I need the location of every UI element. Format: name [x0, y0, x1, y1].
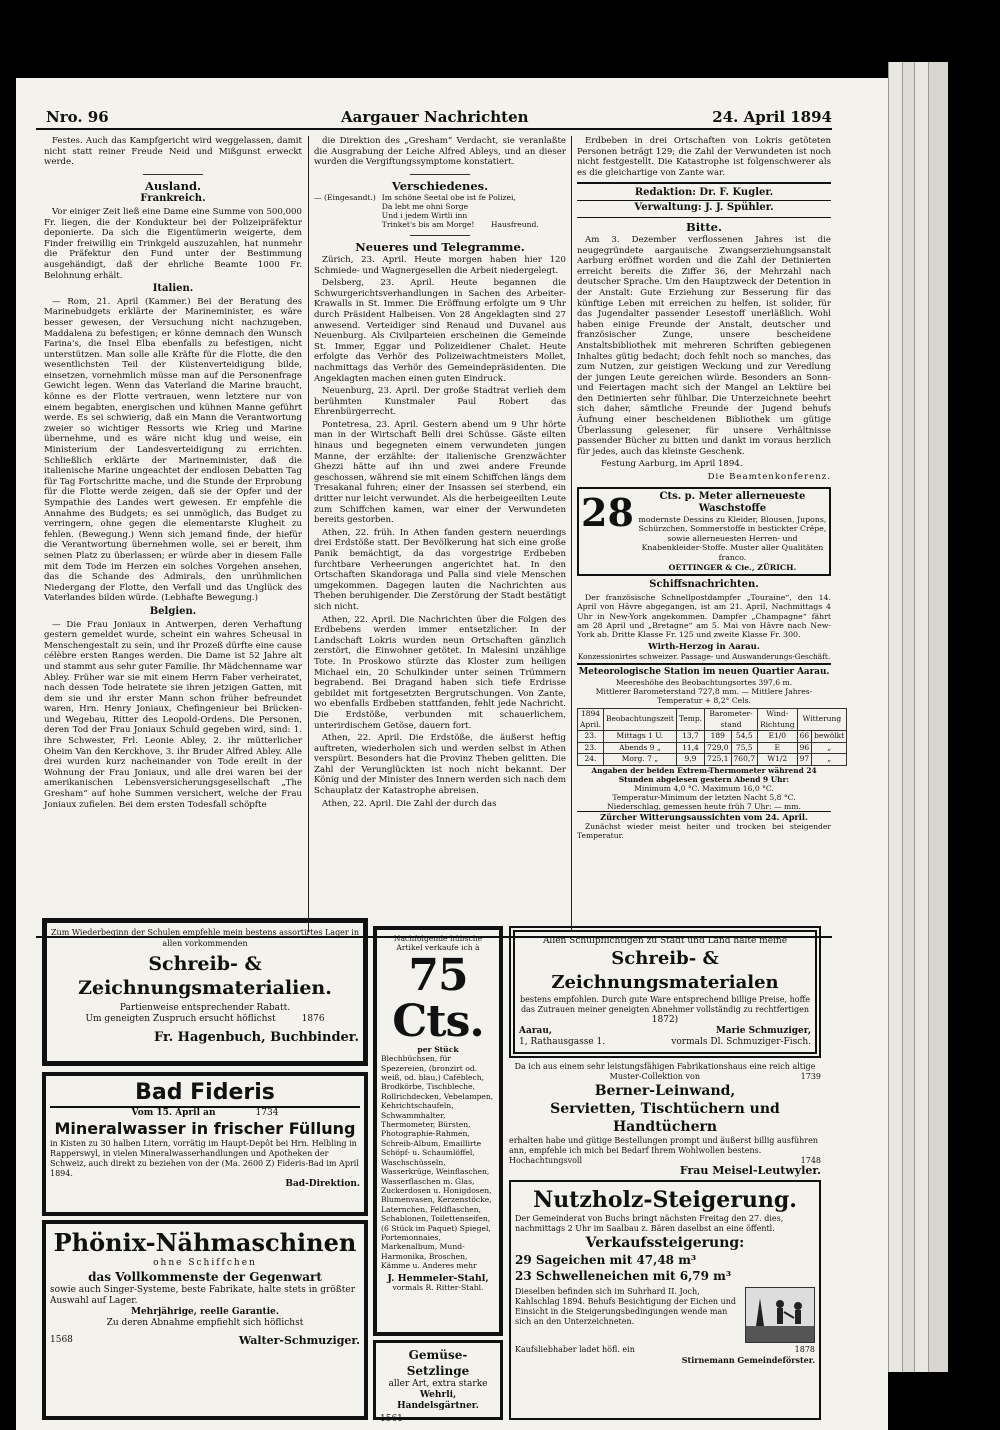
table-cell: 96 [797, 742, 812, 754]
table-cell: E [758, 742, 798, 754]
nutzholz-ad [509, 1180, 821, 1420]
table-row [578, 754, 847, 766]
ad-signature: Walter-Schmuziger. [238, 1334, 360, 1347]
ad-text: Hochachtungsvoll [509, 1156, 583, 1165]
ad-address: 1, Rathausgasse 1. [519, 1037, 606, 1047]
table-cell: 97 [797, 754, 812, 766]
weather-info: Mittlerer Barometerstand 727,8 mm. — Mittlere Jahres-Temperatur + 8,2° Cels. [595, 687, 813, 705]
table-cell: 24. [578, 754, 604, 766]
page-stack-edge [888, 62, 902, 1372]
ad-code: 1561 [380, 1414, 403, 1424]
ad-headline: Cts. p. Meter allerneueste Waschstoffe [659, 490, 806, 514]
table-header: Wind-Richtung [758, 709, 798, 731]
table-row [578, 742, 847, 754]
ad-code: 1568 [50, 1335, 73, 1345]
poem-line: Trinket's bis am Morge! [381, 220, 475, 230]
phoenix-ad [42, 1220, 368, 1420]
article-text: — Die Frau Joniaux in Antwerpen, deren Verhaftung gestern gemeldet wurde, scheint ein wahres Scheusal in Menschengestalt zu sein, und ihr Prozeß dürfte eine cause célèbre ersten Ranges werden. Die Dame ist 52 Jahre alt und stammt aus sehr guter Familie. Ihr Mädchenname war Abley. Früher war sie mit einem Herrn Faber verheiratet, nach dessen Tode heiratete sie ihren jetzigen Gatten, mit dem sie und ihr erster Mann schon früher befreundet waren, Hrn. Henry Joniaux, Chefingenieur bei Brücken- und Wegebau, Ritter des Leopold-Ordens. Die Personen, deren Tod der Frau Joniaux Schuld gegeben wird, sind: 1. ihre Schwester, Frl. Leonie Abley, 2. ihr mütterlicher Oheim Van den Kerckhove, 3. ihr Bruder Alfred Abley. Alle drei wurden kurz nacheinander von Tode ereilt in der Wohnung der Frau Joniaux, und alle drei waren bei der amerikanischen Lebensversicherungsgesellschaft „The Gresham“ auf hohe Summen versichert, welche der Frau Joniaux zufielen. Bei dem ersten Todesfall schöpfte [44, 619, 302, 810]
section-heading: Ausland. [145, 178, 201, 193]
poem-line: Und i jedem Wirtli inn [381, 211, 468, 221]
column-divider [571, 136, 572, 932]
weather-minmax: Minimum 4,0 °C. Maximum 16,0 °C. [634, 783, 774, 793]
ad-text: aller Art, extra starke [388, 1379, 488, 1389]
ad-text: Partienweise entsprechender Rabatt. [119, 1003, 291, 1013]
section-heading: Neueres und Telegramme. [355, 240, 525, 255]
ad-subheadline: Mineralwasser in frischer Füllung [54, 1119, 356, 1138]
telegram-text: Athen, 22. früh. In Athen fanden gestern neuerdings drei Erdstöße statt. Der Bevölkerung hat sich eine große Panik bemächtigt, da das vorgestrige Erdbeben furchtbare Verheerungen angerichtet hat. In den Ortschaften Skandoraga und Palla sind viele Menschen umgekommen. Dagegen lauten die Nachrichten aus Theben beruhigender. Die Zerstörung der Stadt bestätigt sich nicht. [314, 527, 566, 612]
hemmeler-ad [373, 926, 503, 1336]
schmuziger-ad [509, 926, 821, 1058]
ad-code: 1872) [651, 1015, 679, 1025]
table-cell: bewölkt [812, 731, 847, 743]
table-cell: 66 [797, 731, 812, 743]
poem-source: — (Eingesandt.) [314, 193, 376, 203]
table-cell: 54,5 [731, 731, 757, 743]
shipping-heading: Schiffsnachrichten. [649, 579, 759, 591]
article-heading: Italien. [152, 283, 194, 295]
appeal-signature: Die Beamtenkonferenz. [707, 472, 831, 483]
page-stack-edge [902, 62, 914, 1372]
ad-body: in Kisten zu 30 halben Litern, vorrätig im Haupt-Depôt bei Hrn. Helbling in Rapperswyl, in vielen Mineralwasserhandlungen und Apotheken der Schweiz, auch direkt zu beziehen von der (Ma. 2600 Z) Fideris-Bad im April 1894. [50, 1139, 359, 1178]
table-cell: E1/0 [758, 731, 798, 743]
ad-intro: Nachfolgende hübsche Artikel verkaufe ich à [393, 934, 483, 953]
article-continuation: Erdbeben in drei Ortschaften von Lokris getöteten Personen beträgt 129; die Zahl der Verwundeten ist noch nicht festgestellt. Die Katastrophe ist folgenschwerer als es die gleichartige von Zante war. [577, 136, 831, 178]
appeal-place: Festung Aarburg, im April 1894. [601, 459, 743, 470]
table-cell: 9,9 [676, 754, 704, 766]
ad-body: bestens empfohlen. Durch gute Ware entsprechend billige Preise, hoffe das Zutrauen meiner geneigten Abnehmer vollständig zu rechtfertigen [520, 995, 810, 1014]
ad-body: Blechbüchsen, für Spezereien, (bronzirt od. weiß, od. blau,) Caféblech, Brodkörbe, Tischbleche, Rollrichdecken, Vebelampen, Kehrichtschaufeln, Schwammhalter, Thermometer, Bürsten, Photographie-Rahmen, Schreib-Album, Emaillirte Schöpf- u. Schaumlöffel, Waschschüsseln, Wasserkrüge, Weinflaschen, Wasserflaschen m. Glas, Zuckerdosen u. Honigdosen, Blumenvasen, Kerzenstöcke, Laternchen, Feldflaschen, Schablonen, Toilettenseifen, (6 Stück im Paquet) Spiegel, Portemonnaies, Markenalbum, Mund-Harmonika, Broschen, Kämme u. Anderes mehr [381, 1054, 494, 1271]
ad-headline: Berner-Leinwand, [594, 1083, 736, 1099]
ad-headline: Bad Fideris [50, 1080, 360, 1108]
table-cell: 189 [705, 731, 731, 743]
article-text: — Rom, 21. April (Kammer.) Bei der Beratung des Marinebudgets erklärte der Marineminister, es wäre besser gewesen, der Versuchung nicht nachzugeben, Maddalena zu befestigen; er könne demnach den Wunsch Farina's, die Insel Elba ebenfalls zu befestigen, nicht unterstützen. Man solle alle Kräfte für die Flotte, die den wesentlichsten Teil der Küstenverteidigung bilde, einsetzen, vornehmlich müsse man auf die Personenfrage Gewicht legen. Wenn das Vaterland die Marine braucht, könne es der Flotte vertrauen, wenn letztere nur von einem begabten, energischen und kühnen Manne geführt werde. Es sei schwierig, daß ein Mann die Verantwortung zweier so wichtiger Ressorts wie Krieg und Marine übernehme, und es wäre nicht klug und weise, ein Ministerium der Landesverteidigung zu errichten. Schließlich erklärte der Marineminister, daß die italienische Marine ungeachtet der endlosen Debatten Tag für Tag Fortschritte mache, und die Stunde der Erprobung für die Flotte werde zeigen, daß sie der Opfer und der Sympathie des Landes wert gewesen. Er empfehle die Annahme des Budgets; es sei unmöglich, das Budget zu verringern, ohne gegen die elementarste Klugheit zu fehlen. (Bewegung.) Wenn sich jemand finde, der hiefür die Verantwortung übernehmen wolle, sei er bereit, ihm seinen Platz zu überlassen; er würde aber in diesem Falle mit dem Tode im Herzen ein solches Vorgehen ansehen, das die Schande des Admirals, den unrühmlichen Niedergang der Flotte, den Verfall und das Unglück des Vaterlandes bilden würde. (Lebhafte Bewegung.) [44, 296, 302, 604]
telegram-text: Athen, 22. April. Die Nachrichten über die Folgen des Erdbebens werden immer entsetzlicher. In der Landschaft Lokris wurden neun Ortschaften gänzlich zerstört, die Einwohner getötet. In Malesini unzählige Tote. In Proskowo stürzte das Kloster zum heiligen Michael ein, 20 Schulkinder unter seinen Trümmern begrabend. Bei Dragand haben sich tiefe Erdrisse gebildet mit fortgesetzten Bergrutschungen. Von Zante, wo ebenfalls Erdbeben stattfanden, fehlt jede Nachricht. Die Erdstöße, verbunden mit schauerlichem, unterirdischem Getöse, dauern fort. [314, 614, 566, 731]
telegram-text: Delsberg, 23. April. Heute begannen die Schwurgerichtsverhandlungen in Sachen des Arbeiter-Krawalls in St. Immer. Die Eröffnung erfolgte um 9 Uhr durch Präsident Halbeisen. Von 28 Angeklagten sind 27 anwesend. Verteidiger sind Renaud und Duvanel aus Neuenburg. Als Civilparteien erscheinen die Gemeinde St. Immer, Eggar und Polizeidiener Chalet. Heute erfolgte das Verhör des Polizeiwachtmeisters Mollet, nachmittags das Verhör des Gemeindepräsidenten. Die Angeklagten machen einen guten Eindruck. [314, 278, 566, 384]
telegram-text: Pontetresa, 23. April. Gestern abend um 9 Uhr hörte man in der Wirtschaft Belli drei Schüsse. Gäste eilten hinaus und begegneten einem verwundeten jungen Manne, der erzählte: der italienische Grenzwächter Ghezzi hätte auf ihn und zwei andere Freunde geschossen, während sie mit einem Schiffchen längs dem Tresakanal fuhren; einer der Insassen sei sterbend, ein dritter nur leicht verwundet. Als die herbeigeeilten Leute zum Schiffchen kamen, war einer der Verwundeten bereits gestorben. [314, 419, 566, 526]
weather-table [577, 708, 847, 766]
gemuese-ad [373, 1340, 503, 1424]
table-cell: Mittags 1 U. [603, 731, 676, 743]
waschstoffe-ad [577, 487, 831, 577]
weather-footnote: Angaben der beiden Extrem-Thermometer während 24 Stunden abgelesen gestern Abend 9 Uhr: [591, 765, 817, 784]
poem-signature: Hausfreund. [490, 220, 539, 230]
telegram-text: Athen, 22. April. Die Erdstöße, die äußerst heftig auftreten, wiederholen sich und werden selbst in Athen verspürt. Besonders hat die Provinz Theben gelitten. Die Zahl der Verunglückten ist noch nicht bekannt. Der König und der Minister des Innern werden sich nach dem Schauplatz der Katastrophe abreisen. [314, 733, 566, 797]
fideris-ad [42, 1072, 368, 1216]
ad-body: sowie auch Singer-Systeme, beste Fabrikate, halte stets in größter Auswahl auf Lager. [50, 1285, 356, 1306]
ad-body: Der Gemeinderat von Buchs bringt nächsten Freitag den 27. dies, nachmittags 2 Uhr im Saalbau z. Bären daselbst an eine öffentl. [515, 1214, 784, 1233]
table-cell: 75,5 [731, 742, 757, 754]
page-stack-edge [914, 62, 928, 1372]
ad-headline: Gemüse-Setzlinge [406, 1348, 470, 1378]
table-cell: 23. [578, 742, 604, 754]
ad-signature: Wehrli, Handelsgärtner. [397, 1390, 479, 1411]
table-header: 1894 April. [578, 709, 604, 731]
table-cell: Abends 9 „ [603, 742, 676, 754]
section-heading: Verschiedenes. [391, 178, 489, 193]
ad-subheadline: Verkaufssteigerung: [585, 1235, 745, 1251]
woodcut-illustration [745, 1287, 815, 1343]
column-3 [577, 136, 845, 932]
table-cell: 11,4 [676, 742, 704, 754]
ad-headline: Phönix-Nähmaschinen [53, 1228, 357, 1257]
ad-headline: Servietten, Tischtüchern und Handtüchern [550, 1101, 780, 1135]
telegram-text: Neuenburg, 23. April. Der große Stadtrat verlieh dem berühmten Kunstmaler Paul Robert das Ehrenbürgerrecht. [314, 386, 566, 418]
table-header: Temp. [676, 709, 704, 731]
woodcutters-icon [746, 1288, 814, 1342]
newspaper-title: Aargauer Nachrichten [341, 108, 529, 126]
ad-guarantee: Mehrjährige, reelle Garantie. [130, 1307, 279, 1317]
table-cell: 725,1 [705, 754, 731, 766]
weather-rain: Niederschlag, gemessen heute früh 7 Uhr: — mm. [577, 802, 831, 812]
ad-code: 1739 [800, 1072, 821, 1081]
editorial-box [577, 182, 831, 218]
ad-code: 1878 [794, 1345, 815, 1354]
appeal-text: Am 3. Dezember verflossenen Jahres ist die neugegründete aargauische Zwangserziehungsanstalt Aarburg eröffnet worden und die Zahl der Detinierten erreicht bereits die Ziffer 36, der Mehrzahl nach deutscher Sprache. Um den Hauptzweck der Detention in der Anstalt: Gute Erziehung zur Besserung für das künftige Leben mit erreichen zu helfen, ist solider, für das Jugendalter passender Lesestoff unerläßlich. Wohl haben einige Freunde der Anstalt, deutscher und französischer Zunge, unsere bescheidene Anstaltsbibliothek mit mehreren Schriften gebiegenen Inhaltes gütig bedacht; doch fehlt noch so manches, das zum Nutzen, zur geistigen Weckung und zur Veredlung der jungen Leute gereichen würde. Besonders an Sonn- und Feiertagen macht sich der Mangel an Lektüre bei den Detinierten sehr fühlbar. Die Unterzeichnete beehrt sich daher, sämtliche Freunde der Jugend behufs Äufnung einer bescheidenen Bibliothek um gütige Überlassung gelesener, für unsere Verhältnisse passender Bücher zu bitten und dankt im voraus herzlich für jedes, auch das kleinste Geschenk. [577, 234, 831, 457]
poem-line: Im schöne Seetal obe ist fe Polizei, [381, 193, 516, 203]
article-text: Vor einiger Zeit ließ eine Dame eine Summe von 500,000 Fr. liegen, die der Kondukteur bei der Polizeipräfektur deponierte. Da sich die Eigentümerin weigerte, dem Finder freiwillig ein Trinkgeld auszuzahlen, hat nunmehr die Präfektur den Fund unter der Bestimmung ausgehändigt, daß der ehrliche Beamte 1000 Fr. Belohnung erhält. [44, 206, 302, 281]
ad-signature: J. Hemmeler-Stahl, [387, 1272, 489, 1284]
table-header: Beobachtungszeit [603, 709, 676, 731]
telegram-text: Athen, 22. April. Die Zahl der durch das [322, 798, 497, 809]
ad-town: Aarau, [519, 1026, 553, 1036]
editor-line: Redaktion: Dr. F. Kugler. [634, 187, 774, 199]
forecast-heading: Zürcher Witterungsaussichten vom 24. April. [600, 811, 808, 822]
ad-headline: Schreib- & Zeichnungsmaterialien. [78, 953, 332, 999]
ad-code: 1748 [800, 1156, 821, 1165]
ad-text: Zu deren Abnahme empfiehlt sich höflichst [106, 1318, 304, 1328]
poem-block [314, 193, 566, 229]
ad-headline: Nutzholz-Steigerung. [533, 1187, 797, 1213]
column-2 [314, 136, 566, 932]
ad-firm: OETTINGER & Cie., ZÜRICH. [668, 562, 797, 572]
ad-signature: Fr. Hagenbuch, Buchbinder. [153, 1030, 359, 1045]
ad-code: 1734 [255, 1108, 279, 1118]
telegram-text: Zürich, 23. April. Heute morgen haben hier 120 Schmiede- und Wagnergesellen die Arbeit niedergelegt. [314, 254, 566, 276]
ad-body: erhalten habe und gütige Bestellungen prompt und äußerst billig ausführen ann, empfehle ich mich bei Bedarf Ihrem Wohlwollen bestens. [509, 1136, 818, 1155]
ad-intro: Zum Wiederbeginn der Schulen empfehle mein bestens assortirtes Lager in allen vorkommenden [51, 928, 359, 948]
management-line: Verwaltung: J. J. Spühler. [577, 200, 831, 215]
forecast-text: Zunächst wieder meist heiter und trocken bei steigender Temperatur. [577, 821, 831, 840]
ad-body: Dieselben befinden sich im Suhrhard II. Joch, Kahlschlag 1894. Behufs Besichtigung der Eichen und Einsicht in die Steigerungsbedingungen wende man sich an den Unterzeichneten. [515, 1287, 737, 1326]
table-cell: 13,7 [676, 731, 704, 743]
issue-date: 24. April 1894 [712, 108, 832, 126]
ad-headline: Schreib- & Zeichnungsmaterialen [551, 948, 779, 993]
newspaper-page [16, 78, 888, 1430]
ad-signature: Marie Schmuziger, [715, 1026, 811, 1036]
article-heading: Frankreich. [140, 193, 206, 205]
table-cell: 729,0 [705, 742, 731, 754]
hagenbuch-ad [42, 918, 368, 1066]
article-heading: Belgien. [149, 605, 197, 617]
table-cell: Morg. 7 „ [603, 754, 676, 766]
section-heading: Bitte. [685, 220, 723, 235]
ad-text: Um geneigten Zuspruch ersucht höflichst [85, 1014, 276, 1024]
weather-info: Meereshöhe des Beobachtungsortes 397,6 m. [615, 678, 793, 687]
ad-code: 1876 [301, 1014, 325, 1024]
ad-text: vormals R. Ritter-Stahl. [392, 1282, 484, 1292]
issue-number: Nro. 96 [46, 108, 109, 126]
meisel-ad [509, 1062, 821, 1177]
ad-text: Vom 15. April an [131, 1108, 216, 1118]
ad-signature: Frau Meisel-Leutwyler. [679, 1164, 821, 1177]
column-divider [308, 136, 309, 932]
ad-text: per Stück [417, 1044, 459, 1054]
ad-price-number: 28 [581, 489, 634, 535]
weather-station-heading: Meteorologische Station im neuen Quartier Aarau. [578, 667, 830, 678]
table-cell: 760,7 [731, 754, 757, 766]
ad-price: 75 Cts. [392, 949, 484, 1047]
shipping-agent: Wirth-Herzog in Aarau. [648, 641, 760, 652]
page-stack-edge [928, 62, 948, 1372]
lot-line: 23 Schwelleneichen mit 6,79 m³ [515, 1269, 732, 1283]
ad-text: Kaufsliebhaber ladet höfl. ein [515, 1345, 635, 1354]
table-cell: „ [812, 742, 847, 754]
ad-intro: Da ich aus einem sehr leistungsfähigen Fabrikationshaus eine reich altige Muster-Collektion von [514, 1062, 816, 1081]
ad-signature: Stirnemann Gemeindeförster. [681, 1355, 815, 1365]
lot-line: 29 Sageichen mit 47,48 m³ [515, 1253, 697, 1267]
ad-signature: Bad-Direktion. [285, 1179, 360, 1189]
table-cell: 23. [578, 731, 604, 743]
column-1 [44, 136, 302, 932]
ad-subheadline: das Vollkommenste der Gegenwart [88, 1270, 322, 1284]
article-continuation: Festes. Auch das Kampfgericht wird weggelassen, damit nicht statt reiner Freude Neid und Mißgunst erweckt werde. [44, 136, 302, 168]
table-row [578, 731, 847, 743]
table-header: Witterung [797, 709, 847, 731]
table-header: Barometer-stand [705, 709, 758, 731]
ad-body: modernste Dessins zu Kleider, Blousen, Jupons, Schürzchen, Sommerstoffe in bestickter Crêpe, sowie allerneuesten Herren- und Knabenkleider-Stoffe. Muster aller Qualitäten franco. [638, 514, 827, 562]
table-cell: W1/2 [758, 754, 798, 766]
ad-text: ohne Schiffchen [153, 1258, 257, 1268]
ad-text: vormals Dl. Schmuziger-Fisch. [671, 1037, 811, 1047]
poem-line: Da lebt me ohni Sorge [381, 202, 469, 212]
article-continuation: die Direktion des „Gresham“ Verdacht, sie veranlaßte die Ausgrabung der Leiche Alfred Ableys, und an dieser wurden die Vergiftungssymptome konstatiert. [314, 136, 566, 168]
masthead [36, 108, 832, 130]
shipping-text: Der französische Schnellpostdampfer „Touraine“, den 14. April von Hâvre abgegangen, ist am 21. April, Nachmittags 4 Uhr in New-York angekommen. Dampfer „Champagne“ fährt am 28 April und „Bretagne“ am 5. Mai von Hâvre nach New-York ab. Dritte Klasse Fr. 125 und zweite Klasse Fr. 300. [577, 592, 831, 640]
weather-night-min: Temperatur-Minimum der letzten Nacht 5,8 °C. [612, 792, 796, 802]
ad-intro: Allen Schulpflichtigen zu Stadt und Land halte meine [542, 936, 788, 946]
table-cell: „ [812, 754, 847, 766]
shipping-note: Konzessionirtes schweizer. Passage- und Auswanderungs-Geschäft. [577, 652, 831, 665]
